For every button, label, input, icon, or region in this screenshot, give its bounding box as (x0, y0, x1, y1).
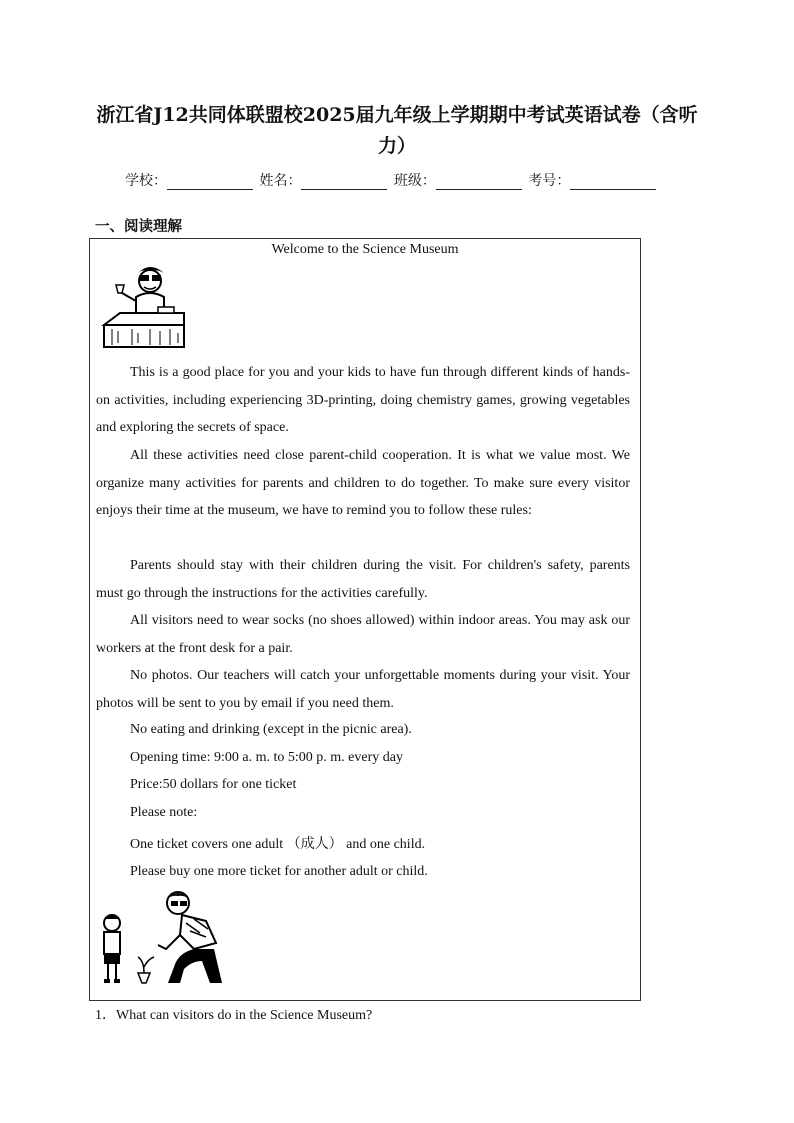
opening-time: Opening time: 9:00 a. m. to 5:00 p. m. every day (130, 750, 403, 765)
ticket-coverage: One ticket covers one adult （成人） and one child. (130, 837, 426, 852)
ticket-price: Price:50 dollars for one ticket (130, 777, 297, 792)
name-blank (301, 174, 387, 190)
exam-number-blank (570, 174, 656, 190)
section-heading: 一、阅读理解 (95, 219, 182, 235)
exam-title: 浙江省J12共同体联盟校2025届九年级上学期期中考试英语试卷（含听力） (96, 104, 698, 157)
exam-number-label: 考号： (528, 173, 571, 189)
school-blank (167, 174, 253, 190)
paragraph-2: All these activities need close parent-child cooperation. It is what we value most. We organize many activities for parents and children to do together. To make sure every visitor enjoys their time at the museum, we have to remind you to follow these rules: (96, 448, 630, 518)
rule-no-eating: No eating and drinking (except in the picnic area). (130, 722, 412, 737)
scientist-illustration (98, 263, 188, 353)
student-info-row (125, 170, 685, 190)
reading-passage-box (89, 238, 641, 1001)
paragraph-4: All visitors need to wear socks (no shoes allowed) within indoor areas. You may ask our workers at the front desk for a pair. (96, 613, 630, 656)
please-note: Please note: (130, 805, 198, 820)
class-blank (436, 174, 522, 190)
paragraph-1: This is a good place for you and your kids to have fun through different kinds of hands-on activities, including experiencing 3D-printing, doing chemistry games, growing vegetables and exploring the secrets of space. (96, 365, 630, 435)
class-label: 班级： (393, 173, 436, 189)
parent-child-plant-illustration (94, 887, 234, 995)
paragraph-3: Parents should stay with their children during the visit. For children's safety, parents must go through the instructions for the activities carefully. (96, 558, 630, 601)
school-label: 学校： (125, 173, 167, 189)
extra-ticket-note: Please buy one more ticket for another adult or child. (130, 864, 428, 879)
name-label: 姓名： (259, 173, 302, 189)
question-1: 1．What can visitors do in the Science Museum? (95, 1008, 373, 1023)
passage-title: Welcome to the Science Museum (271, 242, 459, 257)
paragraph-5: No photos. Our teachers will catch your unforgettable moments during your visit. Your photos will be sent to you by email if you need them. (96, 668, 630, 711)
